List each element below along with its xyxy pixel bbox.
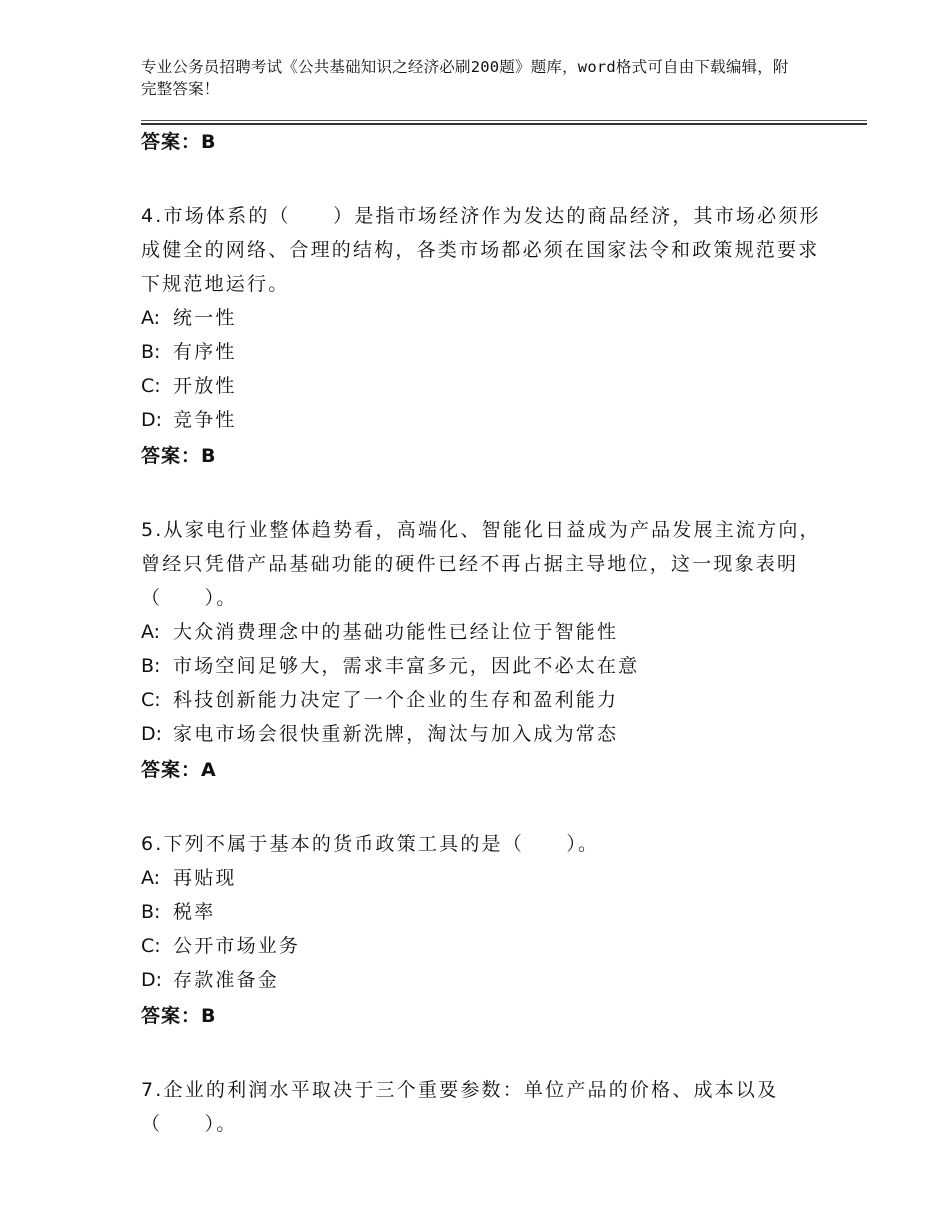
option-text: 市场空间足够大，需求丰富多元，因此不必太在意 bbox=[173, 655, 640, 677]
question-7 bbox=[141, 1073, 821, 1141]
option-text: 统一性 bbox=[173, 307, 237, 329]
option-a bbox=[141, 615, 821, 649]
option-letter: D: bbox=[141, 723, 163, 745]
option-letter: D: bbox=[141, 969, 163, 991]
option-b bbox=[141, 335, 821, 369]
option-text: 存款准备金 bbox=[173, 969, 280, 991]
answer-line: 答案：B bbox=[141, 445, 217, 467]
option-c bbox=[141, 929, 821, 963]
option-text: 开放性 bbox=[173, 375, 237, 397]
option-d bbox=[141, 403, 821, 437]
question-text: 5.从家电行业整体趋势看，高端化、智能化日益成为产品发展主流方向，曾经只凭借产品基础功能的硬件已经不再占据主导地位，这一现象表明（ ）。 bbox=[141, 519, 821, 609]
option-text: 大众消费理念中的基础功能性已经让位于智能性 bbox=[173, 621, 619, 643]
option-b bbox=[141, 895, 821, 929]
question-text: 6.下列不属于基本的货币政策工具的是（ ）。 bbox=[141, 833, 600, 855]
option-text: 竞争性 bbox=[173, 409, 237, 431]
option-letter: A: bbox=[141, 867, 161, 889]
question-4 bbox=[141, 199, 821, 473]
page-header: 专业公务员招聘考试《公共基础知识之经济必刷200题》题库，word格式可自由下载编辑，附完整答案！ bbox=[141, 58, 789, 98]
question-text: 4.市场体系的（ ）是指市场经济作为发达的商品经济，其市场必须形成健全的网络、合理的结构，各类市场都必须在国家法令和政策规范要求下规范地运行。 bbox=[141, 205, 821, 295]
question-6 bbox=[141, 827, 821, 1033]
option-text: 再贴现 bbox=[173, 867, 237, 889]
option-letter: B: bbox=[141, 655, 161, 677]
option-letter: B: bbox=[141, 901, 161, 923]
option-text: 公开市场业务 bbox=[173, 935, 301, 957]
option-d bbox=[141, 717, 821, 751]
option-letter: C: bbox=[141, 375, 161, 397]
option-letter: C: bbox=[141, 935, 161, 957]
option-letter: A: bbox=[141, 307, 161, 329]
option-letter: C: bbox=[141, 689, 161, 711]
answer-line: 答案：B bbox=[141, 131, 217, 153]
option-letter: B: bbox=[141, 341, 161, 363]
question-text: 7.企业的利润水平取决于三个重要参数：单位产品的价格、成本以及（ ）。 bbox=[141, 1079, 779, 1135]
option-text: 有序性 bbox=[173, 341, 237, 363]
option-text: 家电市场会很快重新洗牌，淘汰与加入成为常态 bbox=[173, 723, 619, 745]
option-letter: D: bbox=[141, 409, 163, 431]
option-text: 科技创新能力决定了一个企业的生存和盈利能力 bbox=[173, 689, 619, 711]
option-a bbox=[141, 301, 821, 335]
answer-line: 答案：A bbox=[141, 759, 217, 781]
option-b bbox=[141, 649, 821, 683]
document-body bbox=[141, 123, 821, 1141]
option-c bbox=[141, 369, 821, 403]
answer-line: 答案：B bbox=[141, 1005, 217, 1027]
option-letter: A: bbox=[141, 621, 161, 643]
option-text: 税率 bbox=[173, 901, 216, 923]
option-c bbox=[141, 683, 821, 717]
option-a bbox=[141, 861, 821, 895]
option-d bbox=[141, 963, 821, 997]
question-5 bbox=[141, 513, 821, 787]
